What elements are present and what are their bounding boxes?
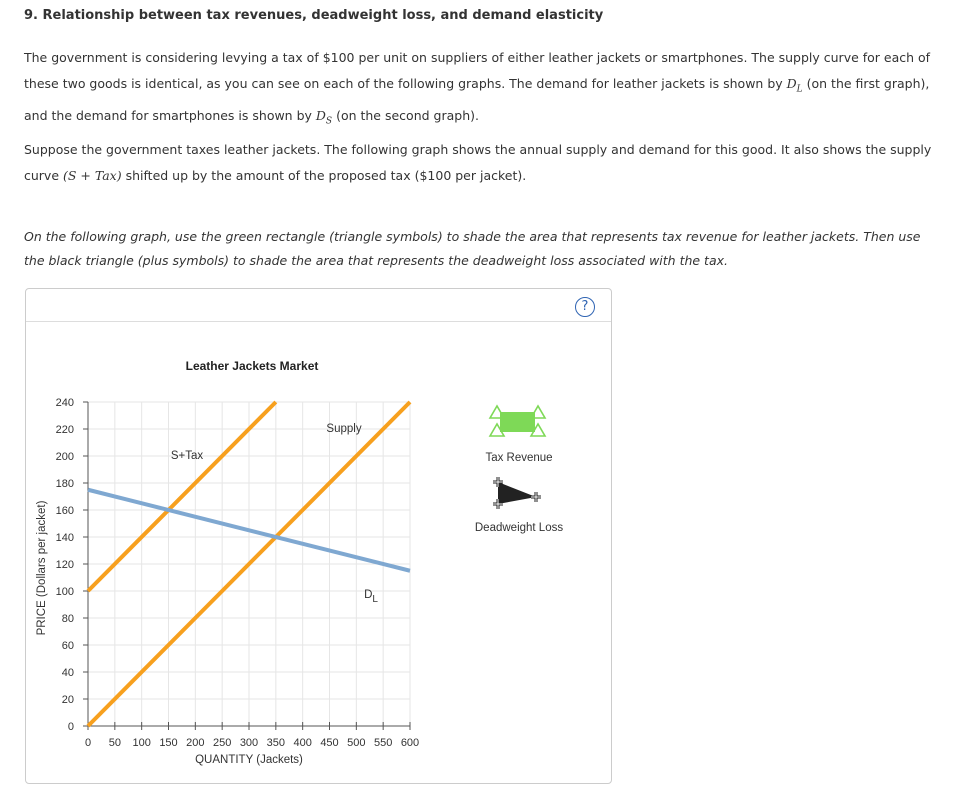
y-tick-label: 220 [55,424,74,436]
y-tick-label: 0 [67,721,74,733]
supply-curve-label: Supply [326,423,362,435]
y-tick-label: 100 [55,586,74,598]
x-tick-label: 0 [84,737,92,749]
deadweight-loss-label: Deadweight Loss [474,522,564,534]
y-tick-label: 180 [55,478,74,490]
x-axis-label: QUANTITY (Jackets) [195,754,303,766]
y-tick-label: 20 [61,694,74,706]
x-tick-label: 600 [400,737,420,749]
demand-leather-symbol: $D_L$ [786,76,803,95]
chart-title: Leather Jackets Market [185,359,319,373]
x-tick-label: 150 [159,737,178,749]
x-tick-label: 500 [347,737,366,749]
tax-revenue-tool[interactable] [485,406,552,464]
y-tick-label: 240 [55,397,74,409]
x-tick-label: 550 [373,737,393,749]
y-tick-label: 120 [55,559,74,571]
help-icon[interactable]: ? [575,297,595,317]
demand-smartphone-symbol: $D_S$ [315,107,333,126]
x-tick-label: 50 [108,737,121,749]
supply-tax-paragraph: Suppose the government taxes leather jackets. The following graph shows the annual supply and demand for this good. It also shows the supply curve (S + Tax) shifted up by the amount of the proposed tax ($100 per jacket). [24,142,932,183]
x-tick-label: 350 [266,737,286,749]
x-tick-label: 300 [239,737,259,749]
deadweight-triangle-icon[interactable] [498,482,536,504]
y-axis-label: PRICE (Dollars per jacket) [36,500,48,636]
deadweight-loss-tool[interactable] [475,477,563,534]
y-tick-label: 140 [55,532,74,544]
tax-revenue-rectangle-icon[interactable] [500,412,535,432]
y-tick-label: 60 [61,640,74,652]
y-tick-label: 160 [55,505,74,517]
intro-paragraph: The government is considering levying a tax of $100 per unit on suppliers of either leather jackets or smartphones. The supply curve for each of these two goods is identical, as you can see on each of the following graphs. The demand for leather jackets is shown by $D_L$ (on the first graph), and the demand for smartphones is shown by $D_S$ (on the second graph). [24,50,931,126]
supply-tax-symbol: (S + Tax) [63,168,122,183]
x-tick-label: 450 [320,737,339,749]
x-tick-label: 400 [293,737,312,749]
supply-plus-tax-curve-label: S+Tax [170,450,204,462]
x-tick-label: 100 [132,737,151,749]
x-tick-label: 250 [212,737,232,749]
demand-curve-leather-label: DL [364,589,378,605]
plus-handle-icon [531,492,541,502]
problem-title: 9. Relationship between tax revenues, deadweight loss, and demand elasticity [24,8,604,23]
x-tick-label: 200 [186,737,205,749]
y-tick-label: 40 [61,667,74,679]
y-tick-label: 80 [61,613,74,625]
tax-revenue-label: Tax Revenue [485,452,553,464]
y-tick-label: 200 [55,451,74,463]
instructions-paragraph: On the following graph, use the green rectangle (triangle symbols) to shade the area that represents tax revenue for leather jackets. Then use the black triangle (plus symbols) to shade the area that represents the deadweight loss associated with the tax. [24,229,921,268]
